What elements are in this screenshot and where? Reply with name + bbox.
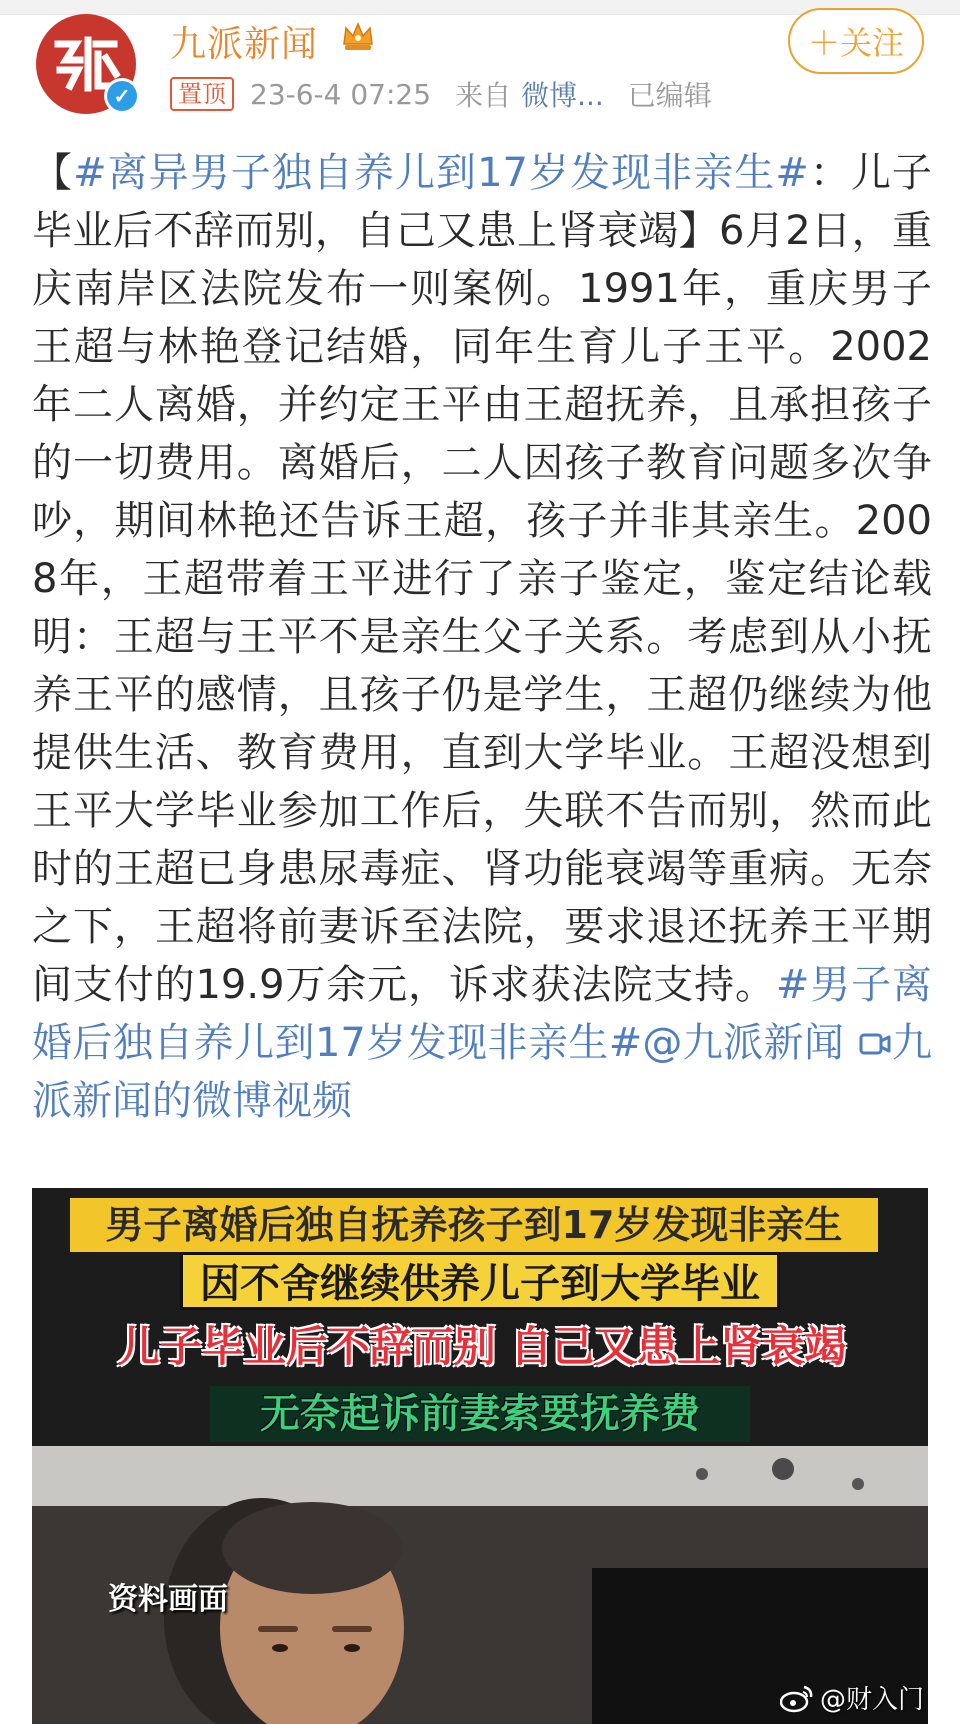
- video-thumbnail[interactable]: [32, 1188, 928, 1724]
- video-caption-4: 无奈起诉前妻索要抚养费: [210, 1386, 750, 1442]
- account-name[interactable]: 九派新闻: [170, 24, 319, 65]
- headline-hashtag[interactable]: #离异男子独自养儿到17岁发现非亲生#: [73, 150, 809, 196]
- mention-link[interactable]: @九派新闻: [642, 1020, 845, 1066]
- verified-badge-icon: ✓: [104, 78, 140, 114]
- post-timestamp: 23-6-4 07:25: [250, 77, 432, 111]
- edited-label: 已编辑: [627, 79, 712, 112]
- watermark: [780, 1679, 924, 1716]
- archive-footage-label: 资料画面: [108, 1582, 228, 1617]
- footer-hashtag[interactable]: #男子离婚后独自养儿到17岁发现非亲生#: [32, 962, 933, 1066]
- follow-button[interactable]: ＋关注: [788, 8, 924, 74]
- pinned-badge: 置顶: [170, 77, 234, 111]
- video-caption-2: 因不舍继续供养儿子到大学毕业: [180, 1252, 780, 1310]
- video-caption-3: 儿子毕业后不辞而别 自己又患上肾衰竭: [117, 1322, 847, 1371]
- post-meta: [170, 74, 712, 114]
- post-body: [32, 144, 932, 1130]
- video-caption-1: 男子离婚后独自抚养孩子到17岁发现非亲生: [70, 1198, 878, 1252]
- source-link[interactable]: 微博...: [521, 79, 604, 112]
- video-link-label: 九派新闻的微博视频: [32, 1020, 932, 1124]
- source-prefix: 来自: [455, 79, 512, 112]
- video-link-icon: [858, 1029, 892, 1059]
- post-body-text: ：儿子毕业后不辞而别，自己又患上肾衰竭】6月2日，重庆南岸区法院发布一则案例。1991年，重庆男子王超与林艳登记结婚，同年生育儿子王平。2002年二人离婚，并约定王平由王超抚养，且承担孩子的一切费用。离婚后，二人因孩子教育问题多次争吵，期间林艳还告诉王超，孩子并非其亲生。2008年，王超带着王平进行了亲子鉴定，鉴定结论载明：王超与王平不是亲生父子关系。考虑到从小抚养王平的感情，且孩子仍是学生，王超仍继续为他提供生活、教育费用，直到大学毕业。王超没想到王平大学毕业参加工作后，失联不告而别，然而此时的王超已身患尿毒症、肾功能衰竭等重病。无奈之下，王超将前妻诉至法院，要求退还抚养王平期间支付的19.9万余元，诉求获法院支持。: [32, 150, 933, 1008]
- crown-icon: [340, 18, 376, 54]
- watermark-text: @财入门: [819, 1685, 924, 1715]
- open-bracket: 【: [32, 150, 74, 196]
- weibo-logo-icon: [780, 1683, 814, 1713]
